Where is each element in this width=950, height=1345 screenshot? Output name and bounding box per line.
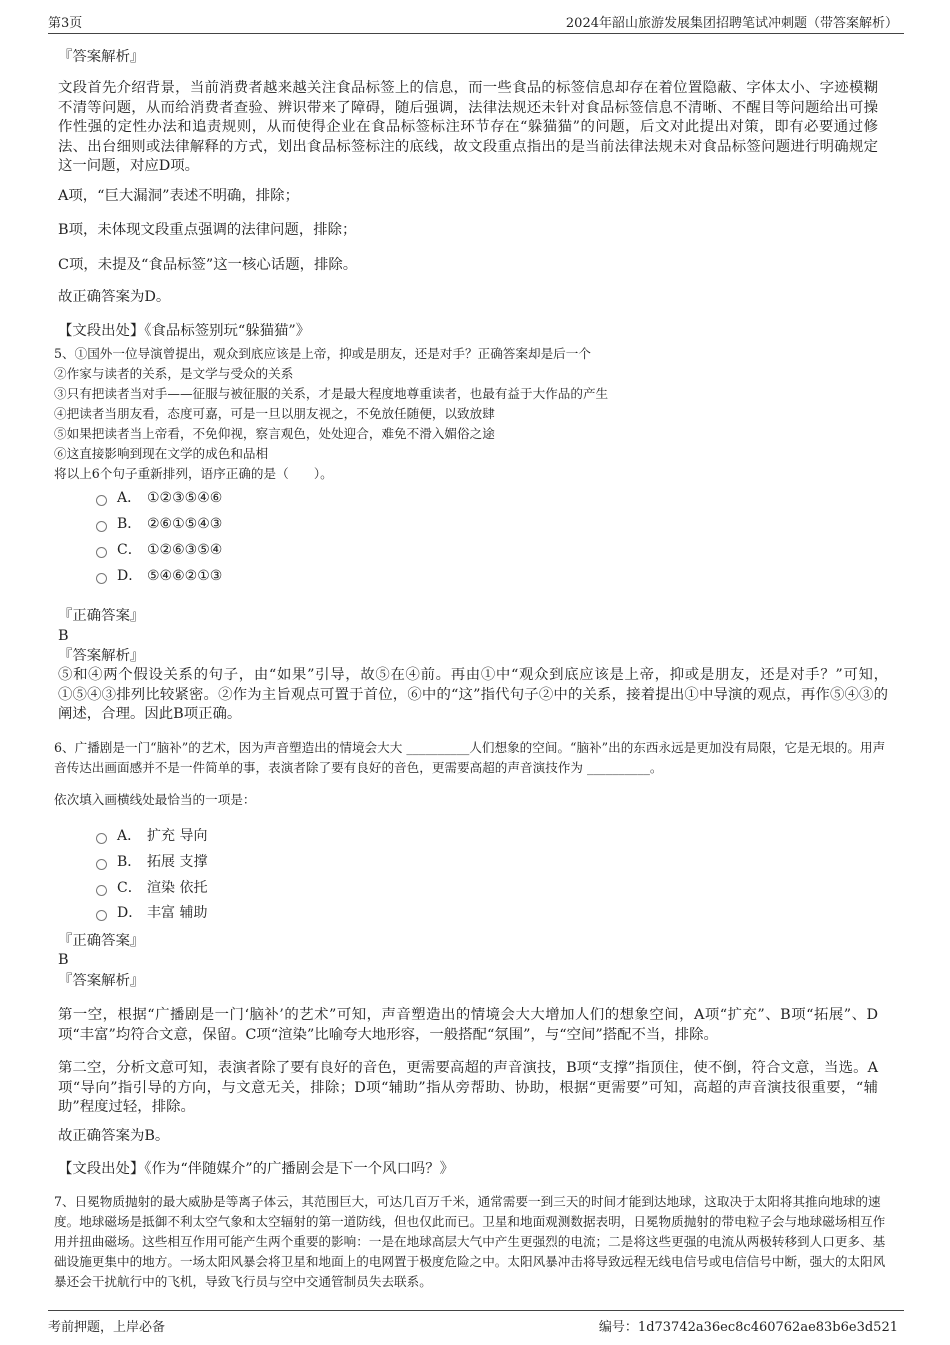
radio-icon[interactable] [96,521,107,532]
q6-prompt: 依次填入画横线处最恰当的一项是： [54,792,256,807]
q5-sentence-5: ⑤如果把读者当上帝看，不免仰视，察言观色，处处迎合，难免不滑入媚俗之途 [54,426,495,441]
q5-option-d[interactable]: D． ⑤④⑥②①③ [96,566,222,586]
q7-stem: 7、日冕物质抛射的最大威胁是等离子体云，其范围巨大，可达几百万千米，通常需要一到三天的时间才能到达地球，这取决于太阳将其推向地球的速度。地球磁场是抵御不利太空气象和太空辐射的第一道防线，但也仅此而已。卫星和地面观测数据表明，日冕物质抛射的带电粒子会与地球磁场相互作用并扭曲磁场。这些相互作用可能产生两个重要的影响：一是在地球高层大气中产生更强烈的电流；二是将这些更强的电流从两极转移到人口更多、基础设施更集中的地方。一场太阳风暴会将卫星和地面上的电网置于极度危险之中。太阳风暴冲击将导致远程无线电信号或电信信号中断，强大的太阳风暴还会干扰航行中的飞机，导致飞行员与空中交通管制员失去联系。 [54,1194,886,1289]
q6-analysis-paragraph-2: 第二空，分析文意可知，表演者除了要有良好的音色，更需要高超的声音演技，B项“支撑”指顶住，使不倒，符合文意，当选。A项“导向”指引导的方向，与文意无关，排除；D项“辅助”指从旁帮助、协助，根据“更需要”可知，高超的声音演技很重要，“辅助”程度过轻，排除。 [58,1060,878,1115]
q6-answer-title: 『正确答案』 [58,933,145,949]
document-title: 2024年韶山旅游发展集团招聘笔试冲刺题（带答案解析） [565,16,898,31]
document-id: 编号：1d73742a36ec8c460762ae83b6e3d521 [598,1320,898,1335]
q5-sentence-6: ⑥这直接影响到现在文学的成色和品相 [54,446,269,461]
q5-answer: B [58,628,69,644]
q6-stem: 6、广播剧是一门“脑补”的艺术，因为声音塑造出的情境会大大 __________人们想象的空间。“脑补”出的东西永远是更加没有局限，它是无垠的。用声音传达出画面感并不是一件简单的事，表演者除了要有良好的音色，更需要高超的声音演技作为 __________。 [54,740,886,775]
q5-option-b[interactable]: B． ②⑥①⑤④③ [96,514,222,534]
q6-option-d[interactable]: D． 丰富 辅助 [96,903,207,923]
q5-sentence-4: ④把读者当朋友看，态度可嘉，可是一旦以朋友视之，不免放任随便，以致放肆 [54,406,495,421]
page-header [48,9,904,34]
q5-analysis: ⑤和④两个假设关系的句子，由“如果”引导，故⑤在④前。再由①中“观众到底应该是上帝，抑或是朋友，还是对手？”可知，①⑤④③排列比较紧密。②作为主旨观点可置于首位，⑥中的“这”指代句子②中的关系，接着提出①中导演的观点，再作⑤④③的阐述，合理。因此B项正确。 [58,667,888,722]
q5-option-c[interactable]: C． ①②⑥③⑤④ [96,540,222,560]
q5-prompt: 将以上6个句子重新排列，语序正确的是（ ）。 [54,466,333,481]
q5-sentence-2: ②作家与读者的关系，是文学与受众的关系 [54,366,294,381]
q6-conclusion: 故正确答案为B。 [58,1128,170,1144]
radio-icon[interactable] [96,885,107,896]
radio-icon[interactable] [96,833,107,844]
q5-option-a[interactable]: A． ①②③⑤④⑥ [96,488,222,508]
radio-icon[interactable] [96,495,107,506]
radio-icon[interactable] [96,547,107,558]
q5-sentence-3: ③只有把读者当对手——征服与被征服的关系，才是最大程度地尊重读者，也最有益于大作品的产生 [54,386,609,401]
q6-option-b[interactable]: B． 拓展 支撑 [96,852,207,872]
q4-analysis-paragraph: 文段首先介绍背景，当前消费者越来越关注食品标签上的信息，而一些食品的标签信息却存在着位置隐蔽、字体太小、字迹模糊不清等问题，从而给消费者查验、辨识带来了障碍，随后强调，法律法规还未针对食品标签信息不清晰、不醒目等问题给出可操作性强的定性办法和追责规则，从而使得企业在食品标签标注环节存在“躲猫猫”的问题，后文对此提出对策，即有必要通过修法、出台细则或法律解释的方式，划出食品标签标注的底线，故文段重点指出的是当前法律法规未对食品标签问题进行明确规定这一问题，对应D项。 [58,80,878,174]
q6-option-a[interactable]: A． 扩充 导向 [96,826,207,846]
page-footer [48,1310,904,1335]
q4-analysis-option-a: A项，“巨大漏洞”表述不明确，排除； [58,188,299,204]
q4-source: 【文段出处】《食品标签别玩“躲猫猫”》 [58,323,311,339]
q5-answer-title: 『正确答案』 [58,608,145,624]
radio-icon[interactable] [96,573,107,584]
radio-icon[interactable] [96,910,107,921]
q6-analysis-paragraph-1: 第一空，根据“广播剧是一门‘脑补’的艺术”可知，声音塑造出的情境会大大增加人们的想象空间，A项“扩充”、B项“拓展”、D项“丰富”均符合文意，保留。C项“渲染”比喻夸大地形容，一般搭配“氛围”，与“空间”搭配不当，排除。 [58,1007,878,1043]
q4-conclusion: 故正确答案为D。 [58,289,171,305]
radio-icon[interactable] [96,859,107,870]
q6-answer: B [58,952,69,968]
q4-analysis-option-b: B项，未体现文段重点强调的法律问题，排除； [58,222,357,238]
q5-analysis-title: 『答案解析』 [58,648,145,664]
footer-slogan: 考前押题，上岸必备 [48,1320,166,1335]
q4-analysis-option-c: C项，未提及“食品标签”这一核心话题，排除。 [58,257,358,273]
q4-analysis-title: 『答案解析』 [58,49,145,65]
q6-option-c[interactable]: C． 渲染 依托 [96,878,207,898]
q6-analysis-title: 『答案解析』 [58,973,145,989]
q5-stem: 5、①国外一位导演曾提出，观众到底应该是上帝，抑或是朋友，还是对手？正确答案却是后一个 [54,346,591,361]
page-number: 第3页 [48,16,83,31]
q6-source: 【文段出处】《作为“伴随媒介”的广播剧会是下一个风口吗？》 [58,1161,455,1177]
